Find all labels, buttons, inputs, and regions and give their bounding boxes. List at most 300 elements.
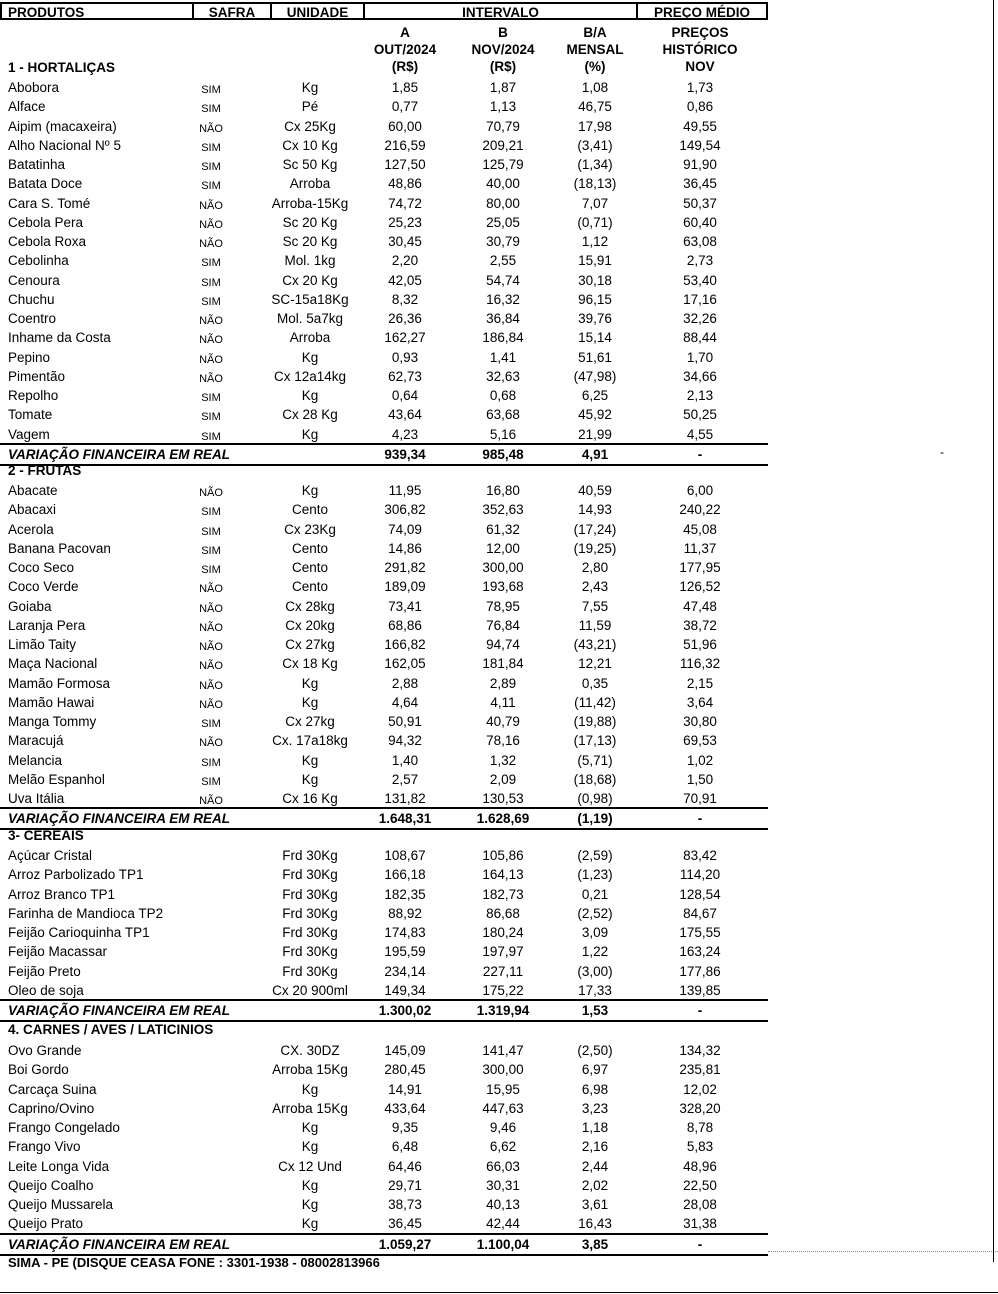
safra-flag: NÃO — [199, 372, 223, 385]
historic-price: 149,54 — [679, 137, 721, 153]
price-nov: 66,03 — [486, 1158, 520, 1174]
table-row — [0, 616, 768, 635]
product-name: Queijo Mussarela — [8, 1197, 114, 1212]
historic-price: 139,85 — [679, 982, 721, 998]
product-name: Pimentão — [8, 368, 66, 384]
total-out: 1.059,27 — [378, 1236, 432, 1252]
price-out: 433,64 — [384, 1100, 426, 1116]
unit: Kg — [301, 675, 319, 691]
product-name: Batatinha — [8, 157, 66, 172]
unit: Cx 23Kg — [284, 521, 336, 537]
stray-dash: - — [940, 445, 944, 459]
monthly-change: 96,15 — [578, 291, 612, 307]
historic-price: 88,44 — [683, 330, 717, 346]
product-name: Limão Taity — [8, 637, 77, 652]
table-row — [0, 194, 768, 213]
table-row — [0, 962, 768, 981]
total-nov: 1.628,69 — [476, 811, 530, 827]
price-out: 162,27 — [384, 330, 426, 346]
price-nov: 30,79 — [486, 234, 520, 249]
table-row — [0, 558, 768, 577]
monthly-change: 2,43 — [581, 579, 609, 595]
price-nov: 9,46 — [489, 1120, 517, 1135]
price-nov: 447,63 — [482, 1100, 524, 1116]
table-row — [0, 1137, 768, 1156]
table-row — [0, 348, 768, 367]
total-bottom-rule — [0, 464, 768, 466]
historic-price: 50,37 — [683, 195, 717, 211]
historic-price: 134,32 — [679, 1043, 721, 1058]
product-name: Chuchu — [8, 291, 55, 307]
historic-price: 47,48 — [683, 598, 717, 614]
price-nov: 2,09 — [489, 771, 517, 787]
price-out: 2,20 — [391, 253, 419, 269]
historic-price: 28,08 — [683, 1197, 717, 1212]
table-row — [0, 923, 768, 942]
unit: Frd 30Kg — [282, 944, 338, 960]
product-name: Mamão Hawai — [8, 694, 95, 710]
price-out: 68,86 — [388, 617, 422, 633]
price-nov: 80,00 — [486, 195, 520, 211]
price-out: 0,77 — [391, 99, 419, 115]
table-row — [0, 770, 768, 789]
price-nov: 1,87 — [489, 80, 517, 95]
col-ba-header — [560, 24, 630, 75]
table-row — [0, 731, 768, 750]
safra-flag: NÃO — [199, 353, 223, 366]
total-out: 1.648,31 — [378, 811, 432, 827]
table-row — [0, 885, 768, 904]
col-ba-letter: B/A — [583, 25, 607, 40]
table-row — [0, 865, 768, 884]
historic-price: 60,40 — [683, 214, 717, 230]
historic-price: 36,45 — [683, 176, 717, 192]
product-name: Abacate — [8, 483, 58, 498]
unit: Kg — [301, 388, 319, 403]
product-name: Leite Longa Vida — [8, 1158, 110, 1174]
table-row — [0, 789, 768, 808]
price-nov: 78,16 — [486, 733, 520, 749]
col-hist-line2: HISTÓRICO — [662, 42, 738, 57]
unit: Arroba — [289, 176, 331, 192]
historic-price: 31,38 — [683, 1216, 717, 1232]
total-change: 3,85 — [581, 1236, 609, 1252]
price-nov: 175,22 — [482, 982, 524, 998]
safra-flag: NÃO — [199, 238, 223, 250]
total-nov: 1.319,94 — [476, 1003, 530, 1018]
product-name: Maça Nacional — [8, 656, 98, 672]
safra-flag: NÃO — [199, 621, 223, 634]
table-row — [0, 1060, 768, 1079]
product-name: Mamão Formosa — [8, 675, 111, 691]
historic-price: 63,08 — [683, 234, 717, 249]
monthly-change: (17,13) — [573, 733, 617, 749]
product-name: Queijo Prato — [8, 1216, 84, 1232]
monthly-change: 30,18 — [578, 272, 612, 288]
monthly-change: 51,61 — [578, 349, 612, 365]
monthly-change: 1,22 — [581, 944, 609, 960]
price-out: 162,05 — [384, 656, 426, 672]
table-row — [0, 1080, 768, 1099]
price-out: 174,83 — [384, 925, 426, 940]
total-historic: - — [697, 446, 703, 462]
monthly-change: 11,59 — [578, 617, 612, 633]
safra-flag: SIM — [201, 411, 221, 424]
historic-price: 2,73 — [686, 253, 714, 269]
unit: Kg — [301, 1081, 319, 1097]
price-nov: 227,11 — [482, 963, 524, 979]
price-out: 108,67 — [384, 848, 426, 863]
unit: Frd 30Kg — [282, 848, 338, 863]
historic-price: 114,20 — [679, 867, 721, 883]
product-name: Abobora — [8, 80, 60, 95]
product-name: Melão Espanhol — [8, 771, 105, 787]
unit: Cx 28 Kg — [282, 407, 338, 423]
monthly-change: 3,61 — [581, 1197, 609, 1212]
price-out: 1,40 — [391, 752, 419, 768]
price-nov: 2,89 — [489, 675, 517, 691]
monthly-change: 6,25 — [581, 388, 609, 403]
safra-flag: NÃO — [199, 679, 223, 692]
price-nov: 40,13 — [486, 1197, 520, 1212]
table-row — [0, 386, 768, 405]
product-name: Banana Pacovan — [8, 540, 111, 556]
price-nov: 1,32 — [489, 752, 517, 768]
price-out: 14,86 — [388, 540, 422, 556]
col-b-month: NOV/2024 — [471, 42, 535, 57]
product-name: Cara S. Tomé — [8, 195, 91, 211]
price-nov: 0,68 — [489, 388, 517, 403]
safra-flag: NÃO — [199, 737, 223, 750]
product-name: Acerola — [8, 521, 54, 537]
unit: Frd 30Kg — [282, 925, 338, 940]
section-title: 1 - HORTALIÇAS — [8, 60, 115, 75]
price-out: 25,23 — [388, 214, 422, 230]
price-nov: 70,79 — [486, 118, 520, 134]
price-out: 60,00 — [388, 118, 422, 134]
dotted-divider — [768, 1251, 998, 1252]
product-name: Batata Doce — [8, 176, 83, 192]
historic-price: 328,20 — [679, 1100, 721, 1116]
table-row — [0, 674, 768, 693]
product-name: Repolho — [8, 388, 59, 403]
monthly-change: 0,21 — [581, 886, 609, 902]
product-name: Manga Tommy — [8, 714, 97, 729]
monthly-change: 2,16 — [581, 1139, 609, 1155]
total-row — [0, 1235, 768, 1254]
unit: Kg — [301, 694, 319, 710]
historic-price: 1,70 — [686, 349, 714, 365]
total-out: 1.300,02 — [378, 1003, 432, 1018]
product-name: Boi Gordo — [8, 1062, 69, 1078]
monthly-change: 21,99 — [578, 426, 612, 442]
product-name: Feijão Macassar — [8, 944, 108, 960]
historic-price: 30,80 — [683, 714, 717, 729]
col-hist-line1: PREÇOS — [671, 25, 729, 40]
historic-price: 2,15 — [686, 675, 714, 691]
price-nov: 5,16 — [489, 426, 517, 442]
product-name: Tomate — [8, 407, 53, 423]
price-out: 0,93 — [391, 349, 419, 365]
col-ba-period: MENSAL — [566, 42, 624, 57]
price-out: 166,82 — [384, 637, 426, 652]
product-name: Feijão Carioquinha TP1 — [8, 925, 150, 940]
product-name: Pepino — [8, 349, 51, 365]
col-hist-header — [655, 24, 745, 75]
unit: Kg — [301, 771, 319, 787]
price-nov: 141,47 — [482, 1043, 524, 1058]
unit: Cx 20kg — [285, 617, 335, 633]
col-ba-unit: (%) — [584, 59, 606, 74]
safra-flag: SIM — [201, 756, 221, 769]
price-out: 127,50 — [384, 157, 426, 172]
price-nov: 197,97 — [482, 944, 524, 960]
price-nov: 130,53 — [482, 791, 524, 806]
total-label: VARIAÇÃO FINANCEIRA EM REAL — [8, 446, 230, 462]
monthly-change: (0,71) — [577, 214, 613, 230]
unit: CX. 30DZ — [280, 1043, 340, 1058]
monthly-change: 17,33 — [578, 982, 612, 998]
safra-flag: NÃO — [199, 218, 223, 231]
price-out: 48,86 — [388, 176, 422, 192]
total-change: 1,53 — [581, 1003, 609, 1018]
price-out: 1,85 — [391, 80, 419, 95]
price-out: 88,92 — [388, 905, 422, 921]
price-out: 149,34 — [384, 982, 426, 998]
total-label: VARIAÇÃO FINANCEIRA EM REAL — [8, 1236, 230, 1252]
monthly-change: (2,59) — [577, 848, 613, 863]
product-name: Açúcar Cristal — [8, 848, 93, 863]
monthly-change: 16,43 — [578, 1216, 612, 1232]
safra-flag: NÃO — [199, 487, 223, 499]
safra-flag: NÃO — [199, 199, 223, 212]
unit: Cx 16 Kg — [282, 791, 338, 806]
safra-flag: NÃO — [199, 795, 223, 807]
monthly-change: (3,41) — [577, 137, 613, 153]
unit: Arroba-15Kg — [271, 195, 349, 211]
price-nov: 105,86 — [482, 848, 524, 863]
safra-flag: SIM — [201, 392, 221, 404]
header-unidade: UNIDADE — [270, 2, 363, 20]
safra-flag: SIM — [201, 84, 221, 96]
section-title: 3- CEREAIS — [8, 828, 84, 843]
header-safra: SAFRA — [192, 2, 270, 20]
price-out: 291,82 — [384, 560, 426, 575]
right-border — [993, 0, 994, 1262]
product-name: Arroz Parbolizado TP1 — [8, 867, 144, 883]
price-nov: 40,79 — [486, 714, 520, 729]
product-name: Coentro — [8, 311, 57, 326]
monthly-change: 6,98 — [581, 1081, 609, 1097]
total-nov: 1.100,04 — [476, 1236, 530, 1252]
price-nov: 12,00 — [486, 540, 520, 556]
unit: Kg — [301, 1197, 319, 1212]
historic-price: 8,78 — [686, 1120, 714, 1135]
unit: Frd 30Kg — [282, 886, 338, 902]
historic-price: 83,42 — [683, 848, 717, 863]
safra-flag: NÃO — [199, 660, 223, 673]
monthly-change: 2,44 — [581, 1158, 609, 1174]
unit: Cx 20 900ml — [272, 982, 348, 998]
table-row — [0, 271, 768, 290]
col-b-header — [458, 24, 548, 75]
price-out: 36,45 — [388, 1216, 422, 1232]
table-row — [0, 1195, 768, 1214]
total-historic: - — [697, 811, 703, 827]
table-row — [0, 367, 768, 386]
product-name: Inhame da Costa — [8, 330, 111, 346]
historic-price: 1,50 — [686, 771, 714, 787]
product-name: Farinha de Mandioca TP2 — [8, 905, 164, 921]
header-intervalo: INTERVALO — [363, 2, 636, 20]
total-change: 4,91 — [581, 446, 609, 462]
price-nov: 6,62 — [489, 1139, 517, 1155]
safra-flag: SIM — [201, 161, 221, 173]
table-row — [0, 981, 768, 1000]
table-row — [0, 78, 768, 97]
product-name: Abacaxi — [8, 502, 57, 518]
table-row — [0, 520, 768, 539]
table-row — [0, 712, 768, 731]
monthly-change: 1,08 — [581, 80, 609, 95]
product-name: Queijo Coalho — [8, 1177, 94, 1193]
monthly-change: (18,13) — [573, 176, 617, 192]
bottom-border — [0, 1292, 998, 1293]
safra-flag: SIM — [201, 506, 221, 519]
historic-price: 128,54 — [679, 886, 721, 902]
unit: Arroba 15Kg — [272, 1062, 348, 1078]
price-nov: 42,44 — [486, 1216, 520, 1232]
historic-price: 70,91 — [683, 791, 717, 806]
safra-flag: SIM — [201, 775, 221, 788]
price-nov: 186,84 — [482, 330, 524, 346]
unit: Arroba 15Kg — [272, 1100, 348, 1116]
price-nov: 1,41 — [489, 349, 517, 365]
price-nov: 78,95 — [486, 598, 520, 614]
monthly-change: 15,14 — [578, 330, 612, 346]
historic-price: 6,00 — [686, 483, 714, 498]
historic-price: 116,32 — [679, 656, 721, 672]
historic-price: 126,52 — [679, 579, 721, 595]
price-out: 94,32 — [388, 733, 422, 749]
monthly-change: 45,92 — [578, 407, 612, 423]
price-nov: 54,74 — [486, 272, 520, 288]
safra-flag: SIM — [201, 103, 221, 116]
price-out: 234,14 — [384, 963, 426, 979]
price-out: 6,48 — [391, 1139, 419, 1155]
historic-price: 0,86 — [686, 99, 714, 115]
price-nov: 300,00 — [482, 560, 524, 575]
table-row — [0, 1176, 768, 1195]
safra-flag: NÃO — [199, 641, 223, 653]
unit: Cento — [291, 502, 329, 518]
historic-price: 51,96 — [683, 637, 717, 652]
safra-flag: NÃO — [199, 698, 223, 711]
price-out: 4,64 — [391, 694, 419, 710]
price-out: 306,82 — [384, 502, 426, 518]
header-preco-medio: PREÇO MÉDIO — [636, 2, 768, 20]
total-out: 939,34 — [384, 446, 426, 462]
price-out: 195,59 — [384, 944, 426, 960]
historic-price: 34,66 — [683, 368, 717, 384]
monthly-change: (19,25) — [573, 540, 617, 556]
product-name: Ovo Grande — [8, 1043, 82, 1058]
price-out: 38,73 — [388, 1197, 422, 1212]
monthly-change: (47,98) — [573, 368, 617, 384]
product-name: Arroz Branco TP1 — [8, 886, 116, 902]
unit: Cx 18 Kg — [282, 656, 338, 672]
safra-flag: NÃO — [199, 583, 223, 596]
product-name: Cebola Roxa — [8, 234, 87, 249]
unit: Cx 20 Kg — [282, 272, 338, 288]
unit: Cento — [291, 540, 329, 556]
col-a-letter: A — [400, 25, 410, 40]
price-out: 2,88 — [391, 675, 419, 691]
monthly-change: (17,24) — [573, 521, 617, 537]
product-name: Goiaba — [8, 598, 52, 614]
table-row — [0, 597, 768, 616]
price-nov: 2,55 — [489, 253, 517, 269]
table-row — [0, 155, 768, 174]
historic-price: 49,55 — [683, 118, 717, 134]
table-row — [0, 1157, 768, 1176]
price-nov: 1,13 — [489, 99, 517, 115]
historic-price: 32,26 — [683, 311, 717, 326]
table-row — [0, 290, 768, 309]
price-nov: 193,68 — [482, 579, 524, 595]
product-name: Caprino/Ovino — [8, 1100, 95, 1116]
price-out: 145,09 — [384, 1043, 426, 1058]
unit: Kg — [301, 349, 319, 365]
monthly-change: 17,98 — [578, 118, 612, 134]
monthly-change: 6,97 — [581, 1062, 609, 1078]
table-row — [0, 136, 768, 155]
unit: Cx 25Kg — [284, 118, 336, 134]
unit: Sc 20 Kg — [282, 234, 338, 249]
table-row — [0, 942, 768, 961]
price-nov: 352,63 — [482, 502, 524, 518]
monthly-change: 15,91 — [578, 253, 612, 269]
safra-flag: NÃO — [199, 602, 223, 615]
table-row — [0, 654, 768, 673]
table-row — [0, 425, 768, 444]
col-a-month: OUT/2024 — [373, 42, 437, 57]
monthly-change: (1,23) — [577, 867, 613, 883]
monthly-change: (3,00) — [577, 963, 613, 979]
monthly-change: (19,88) — [573, 714, 617, 729]
total-row — [0, 1001, 768, 1020]
monthly-change: 2,80 — [581, 560, 609, 575]
product-name: Carcaça Suina — [8, 1081, 97, 1097]
unit: Kg — [301, 752, 319, 768]
price-out: 74,72 — [388, 195, 422, 211]
monthly-change: 40,59 — [578, 483, 612, 498]
historic-price: 84,67 — [683, 905, 717, 921]
price-nov: 30,31 — [486, 1177, 520, 1193]
total-label: VARIAÇÃO FINANCEIRA EM REAL — [8, 1003, 230, 1018]
historic-price: 38,72 — [683, 617, 717, 633]
monthly-change: 46,75 — [578, 99, 612, 115]
col-b-letter: B — [498, 25, 508, 40]
price-out: 4,23 — [391, 426, 419, 442]
safra-flag: SIM — [201, 276, 221, 289]
unit: Cento — [291, 579, 329, 595]
table-row — [0, 904, 768, 923]
price-out: 9,35 — [391, 1120, 419, 1135]
table-row — [0, 251, 768, 270]
price-nov: 86,68 — [486, 905, 520, 921]
product-name: Coco Seco — [8, 560, 75, 575]
